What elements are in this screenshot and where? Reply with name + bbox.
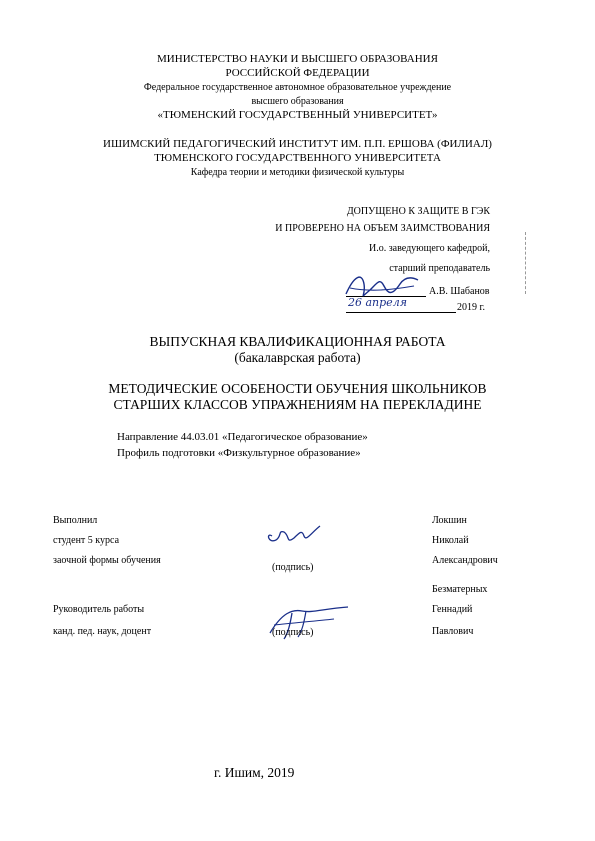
supervisor-signature-caption: (подпись)	[272, 627, 314, 638]
ministry-line-2: РОССИЙСКОЙ ФЕДЕРАЦИИ	[225, 67, 370, 79]
margin-marks	[525, 232, 527, 294]
student-label-2: студент 5 курса	[53, 535, 120, 546]
program-profile: Профиль подготовки «Физкультурное образование»	[117, 447, 361, 459]
student-label-1: Выполнил	[53, 515, 98, 526]
department-name: Кафедра теории и методики физической культуры	[190, 167, 405, 178]
supervisor-patronymic: Павлович	[432, 626, 474, 637]
supervisor-first-name: Геннадий	[432, 604, 473, 615]
student-signature-icon	[262, 522, 322, 550]
work-type-title: ВЫПУСКНАЯ КВАЛИФИКАЦИОННАЯ РАБОТА	[149, 334, 446, 349]
supervisor-last-name: Безматерных	[432, 584, 488, 595]
branch-line-1: ИШИМСКИЙ ПЕДАГОГИЧЕСКИЙ ИНСТИТУТ ИМ. П.П. ЕРШОВА (ФИЛИАЛ)	[103, 138, 492, 150]
work-subtype: (бакалаврская работа)	[234, 350, 361, 365]
topic-line-2: СТАРШИХ КЛАССОВ УПРАЖНЕНИЯМ НА ПЕРЕКЛАДИНЕ	[113, 397, 482, 412]
institution-type-line-2: высшего образования	[251, 96, 344, 107]
student-first-name: Николай	[432, 535, 469, 546]
city-year: г. Ишим, 2019	[214, 765, 295, 780]
student-patronymic: Александрович	[432, 555, 498, 566]
student-label-3: заочной формы обучения	[53, 555, 161, 566]
topic-line-1: МЕТОДИЧЕСКИЕ ОСОБЕНОСТИ ОБУЧЕНИЯ ШКОЛЬНИКОВ	[108, 381, 487, 396]
institution-type-line-1: Федеральное государственное автономное образовательное учреждение	[143, 82, 452, 93]
approval-line-2: И ПРОВЕРЕНО НА ОБЪЕМ ЗАИМСТВОВАНИЯ	[275, 223, 490, 234]
approval-line-1: ДОПУЩЕНО К ЗАЩИТЕ В ГЭК	[346, 206, 490, 217]
head-name: А.В. Шабанов	[429, 286, 490, 297]
supervisor-label-1: Руководитель работы	[53, 604, 145, 615]
date-line	[346, 312, 456, 313]
student-last-name: Локшин	[432, 515, 467, 526]
program-direction: Направление 44.03.01 «Педагогическое образование»	[117, 431, 368, 443]
branch-line-2: ТЮМЕНСКОГО ГОСУДАРСТВЕННОГО УНИВЕРСИТЕТА	[154, 152, 441, 164]
university-name: «ТЮМЕНСКИЙ ГОСУДАРСТВЕННЫЙ УНИВЕРСИТЕТ»	[157, 109, 438, 121]
student-signature-caption: (подпись)	[272, 562, 314, 573]
head-role-line-1: И.о. заведующего кафедрой,	[368, 243, 490, 254]
approval-year: 2019 г.	[457, 302, 485, 313]
ministry-line-1: МИНИСТЕРСТВО НАУКИ И ВЫСШЕГО ОБРАЗОВАНИЯ	[157, 53, 438, 65]
handwritten-date: 26 апреля	[348, 296, 407, 309]
supervisor-label-2: канд. пед. наук, доцент	[53, 626, 152, 637]
head-role-line-2: старший преподаватель	[389, 263, 490, 274]
